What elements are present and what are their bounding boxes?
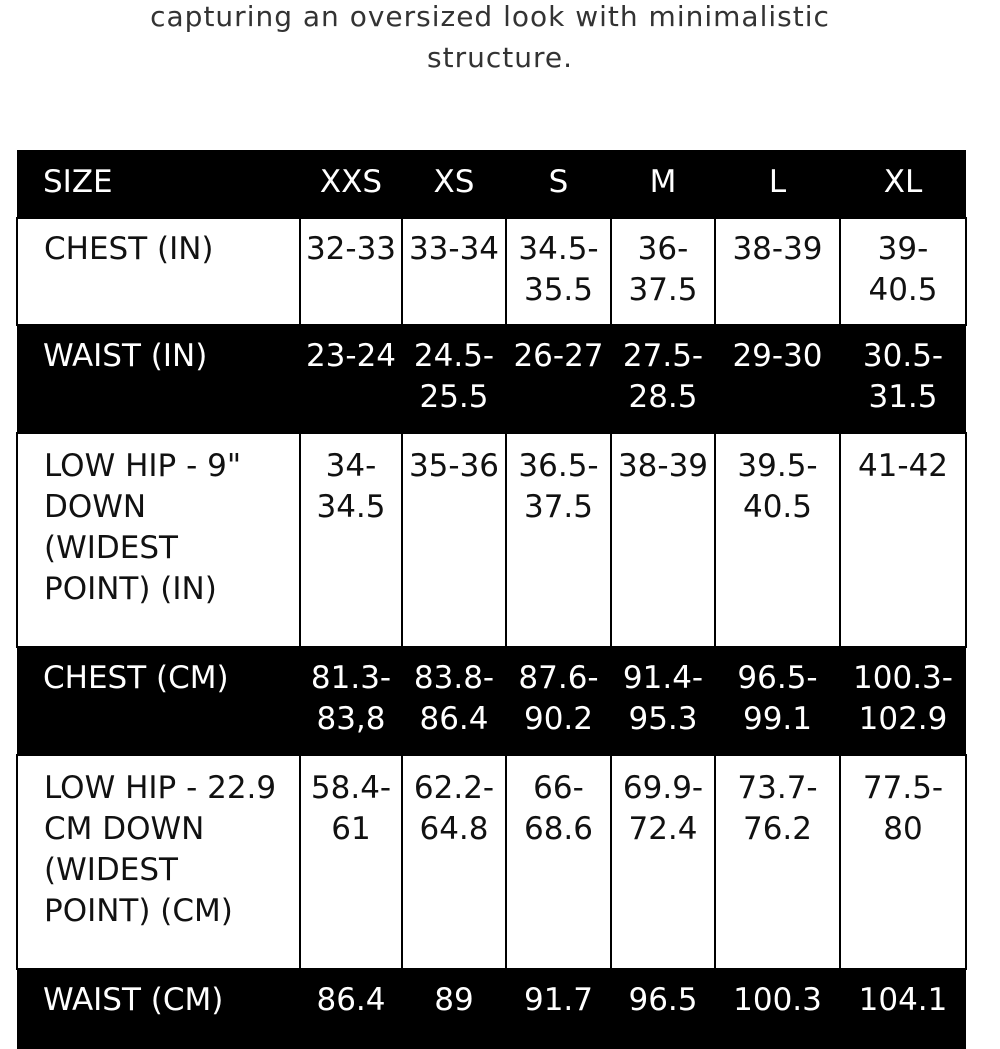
measurement-value-line: 33-34 <box>408 231 500 267</box>
measurement-value-line: 68.6 <box>523 811 594 847</box>
measurement-cell <box>840 755 966 969</box>
table-row <box>17 218 966 325</box>
measurement-value-line: 96.5- <box>737 660 818 696</box>
measurement-value-line: 73.7- <box>737 770 818 806</box>
measurement-value-line: 64.8 <box>419 811 489 847</box>
measurement-cell <box>300 647 402 755</box>
row-label <box>17 218 300 325</box>
measurement-value-line: 35.5 <box>523 272 594 308</box>
measurement-cell <box>506 647 611 755</box>
row-label-line: CM DOWN <box>44 811 205 847</box>
row-label-line: WAIST (CM) <box>43 982 224 1018</box>
measurement-value-line: 66- <box>533 770 584 806</box>
measurement-value-line: 62.2- <box>413 770 495 806</box>
measurement-value-line: 91.7 <box>523 982 594 1018</box>
measurement-cell <box>715 325 840 433</box>
measurement-value-line: 96.5 <box>628 982 698 1018</box>
measurement-cell <box>300 325 402 433</box>
measurement-cell <box>715 969 840 1049</box>
measurement-value-line: 89 <box>434 982 474 1018</box>
table-row <box>17 647 966 755</box>
measurement-cell <box>840 969 966 1049</box>
measurement-cell <box>715 647 840 755</box>
measurement-cell <box>611 325 715 433</box>
measurement-value-line: 34.5- <box>518 231 599 267</box>
row-label-line: CHEST (IN) <box>44 231 214 267</box>
measurement-cell <box>611 433 715 647</box>
measurement-cell <box>402 969 506 1049</box>
measurement-cell <box>715 755 840 969</box>
measurement-value-line: 30.5- <box>862 338 944 374</box>
size-chart-table <box>16 150 967 1049</box>
measurement-value-line: 80 <box>883 811 923 847</box>
measurement-value-line: 87.6- <box>518 660 599 696</box>
measurement-value-line: 102.9 <box>858 701 948 737</box>
measurement-value-line: 31.5 <box>868 379 938 415</box>
measurement-value-line: 99.1 <box>742 701 813 737</box>
table-row <box>17 755 966 969</box>
measurement-cell <box>402 218 506 325</box>
measurement-value-line: 72.4 <box>628 811 698 847</box>
row-label <box>17 325 300 433</box>
row-label-line: POINT) (CM) <box>44 893 233 929</box>
measurement-value-line: 29-30 <box>732 338 823 374</box>
description-line-1: capturing an oversized look with minimalistic <box>150 0 830 33</box>
measurement-value-line: 61 <box>331 811 371 847</box>
measurement-value-line: 95.3 <box>628 701 698 737</box>
measurement-value-line: 90.2 <box>523 701 594 737</box>
measurement-value-line: 25.5 <box>419 379 489 415</box>
measurement-cell <box>506 433 611 647</box>
measurement-cell <box>300 969 402 1049</box>
header-size-label: SIZE <box>43 164 113 200</box>
measurement-value-line: 100.3 <box>733 982 822 1018</box>
measurement-cell <box>840 433 966 647</box>
header-size-xxs: XXS <box>319 164 383 200</box>
measurement-value-line: 86.4 <box>316 982 386 1018</box>
measurement-value-line: 34.5 <box>316 489 386 525</box>
measurement-value-line: 26-27 <box>513 338 604 374</box>
measurement-value-line: 41-42 <box>857 448 949 484</box>
measurement-cell <box>611 218 715 325</box>
row-label-line: (WIDEST <box>44 852 178 888</box>
row-label-line: WAIST (IN) <box>43 338 208 374</box>
measurement-cell <box>715 218 840 325</box>
header-size-m: M <box>649 164 677 200</box>
description-line-2: structure. <box>427 41 573 74</box>
measurement-value-line: 39- <box>877 231 929 267</box>
measurement-cell <box>715 433 840 647</box>
measurement-cell <box>402 325 506 433</box>
measurement-cell <box>506 325 611 433</box>
measurement-value-line: 83,8 <box>316 701 386 737</box>
table-row <box>17 325 966 433</box>
measurement-value-line: 32-33 <box>305 231 397 267</box>
measurement-value-line: 58.4- <box>310 770 392 806</box>
measurement-cell <box>611 755 715 969</box>
measurement-cell <box>840 218 966 325</box>
measurement-value-line: 91.4- <box>622 660 704 696</box>
row-label-line: DOWN <box>44 489 147 525</box>
header-size-xs: XS <box>433 164 475 200</box>
measurement-value-line: 38-39 <box>732 231 823 267</box>
row-label-line: POINT) (IN) <box>44 571 217 607</box>
product-description <box>0 0 1000 78</box>
measurement-value-line: 27.5- <box>622 338 704 374</box>
row-label-line: LOW HIP - 9" <box>44 448 242 484</box>
measurement-value-line: 38-39 <box>617 448 709 484</box>
measurement-cell <box>402 755 506 969</box>
row-label <box>17 755 300 969</box>
measurement-cell <box>506 218 611 325</box>
table-header-row <box>17 150 966 218</box>
row-label-line: (WIDEST <box>44 530 178 566</box>
table-row <box>17 433 966 647</box>
measurement-value-line: 35-36 <box>408 448 500 484</box>
measurement-value-line: 23-24 <box>305 338 397 374</box>
measurement-value-line: 104.1 <box>858 982 948 1018</box>
measurement-value-line: 34- <box>325 448 377 484</box>
measurement-value-line: 100.3- <box>853 660 953 696</box>
header-size-l: L <box>768 164 787 200</box>
measurement-value-line: 24.5- <box>413 338 495 374</box>
measurement-cell <box>300 433 402 647</box>
row-label-line: LOW HIP - 22.9 <box>44 770 277 806</box>
measurement-value-line: 39.5- <box>737 448 818 484</box>
row-label <box>17 647 300 755</box>
measurement-value-line: 36.5- <box>518 448 599 484</box>
row-label <box>17 969 300 1049</box>
measurement-cell <box>300 755 402 969</box>
measurement-cell <box>300 218 402 325</box>
table-row <box>17 969 966 1049</box>
row-label-line: CHEST (CM) <box>43 660 229 696</box>
measurement-value-line: 69.9- <box>622 770 704 806</box>
measurement-value-line: 77.5- <box>862 770 944 806</box>
measurement-cell <box>506 969 611 1049</box>
measurement-value-line: 40.5 <box>868 272 938 308</box>
measurement-value-line: 86.4 <box>419 701 489 737</box>
measurement-value-line: 36- <box>637 231 689 267</box>
header-size-s: S <box>548 164 569 200</box>
measurement-cell <box>611 647 715 755</box>
row-label <box>17 433 300 647</box>
measurement-value-line: 28.5 <box>628 379 698 415</box>
measurement-cell <box>402 433 506 647</box>
measurement-cell <box>402 647 506 755</box>
measurement-cell <box>506 755 611 969</box>
measurement-cell <box>840 647 966 755</box>
measurement-value-line: 76.2 <box>742 811 813 847</box>
measurement-value-line: 40.5 <box>742 489 813 525</box>
measurement-value-line: 83.8- <box>413 660 495 696</box>
header-size-xl: XL <box>883 164 923 200</box>
measurement-value-line: 37.5 <box>628 272 698 308</box>
measurement-value-line: 81.3- <box>310 660 392 696</box>
measurement-cell <box>611 969 715 1049</box>
measurement-cell <box>840 325 966 433</box>
measurement-value-line: 37.5 <box>523 489 594 525</box>
